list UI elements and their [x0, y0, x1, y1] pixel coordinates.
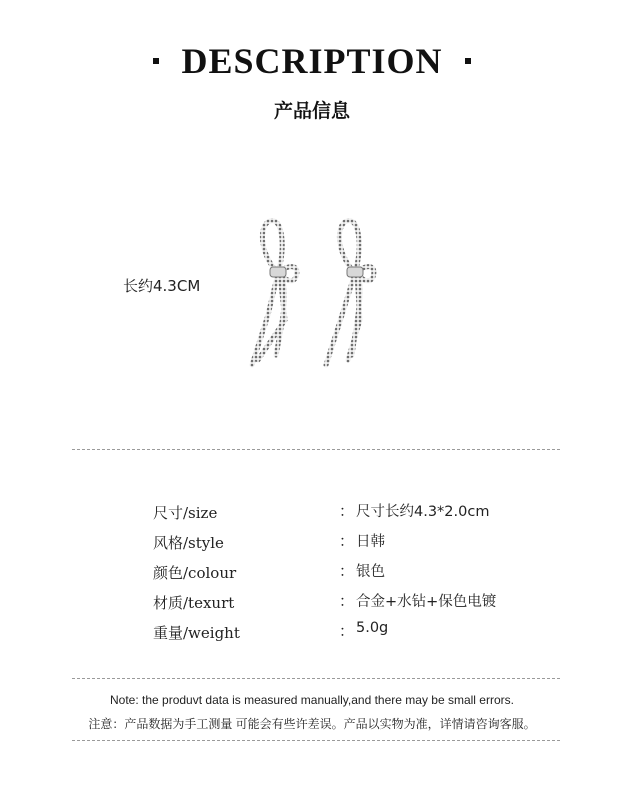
- spec-colon: ：: [339, 594, 355, 610]
- spec-colon: ：: [339, 504, 355, 520]
- spec-value: 银色: [356, 564, 385, 580]
- divider-top: [72, 449, 560, 450]
- page-title: DESCRIPTION: [181, 41, 443, 81]
- spec-row-weight: [153, 620, 553, 650]
- spec-row-size: [153, 500, 553, 530]
- spec-colon: ：: [339, 624, 355, 640]
- spec-value: 日韩: [356, 534, 385, 550]
- left-earring: [252, 221, 297, 365]
- title-right-dot: [465, 58, 471, 64]
- spec-value: 5.0g: [356, 620, 389, 636]
- spec-label: 风格/style: [153, 534, 224, 552]
- spec-row-colour: [153, 560, 553, 590]
- header: [0, 40, 624, 123]
- spec-label: 材质/texurt: [153, 594, 235, 612]
- divider-note-top: [72, 678, 560, 679]
- spec-colon: ：: [339, 564, 355, 580]
- spec-value: 合金+水钻+保色电镀: [356, 594, 497, 610]
- spec-label: 颜色/colour: [153, 564, 237, 582]
- product-image: [230, 215, 410, 380]
- spec-value: 尺寸长约4.3*2.0cm: [356, 504, 490, 520]
- right-earring-knot: [347, 267, 363, 277]
- left-earring-knot: [270, 267, 286, 277]
- spec-colon: ：: [339, 534, 355, 550]
- note-chinese: 注意：产品数据为手工测量 可能会有些许差误。产品以实物为准，详情请咨询客服。: [88, 717, 536, 731]
- right-earring: [326, 221, 374, 365]
- page-subtitle: 产品信息: [273, 100, 350, 122]
- length-label: 长约4.3CM: [123, 277, 201, 295]
- divider-note-bottom: [72, 740, 560, 741]
- spec-row-material: [153, 590, 553, 620]
- note-english: Note: the produvt data is measured manually,and there may be small errors.: [110, 693, 514, 707]
- spec-row-style: [153, 530, 553, 560]
- title-left-dot: [153, 58, 159, 64]
- spec-label: 尺寸/size: [153, 504, 218, 522]
- title-row: [0, 40, 624, 82]
- spec-label: 重量/weight: [153, 624, 240, 642]
- spec-table: [153, 500, 553, 650]
